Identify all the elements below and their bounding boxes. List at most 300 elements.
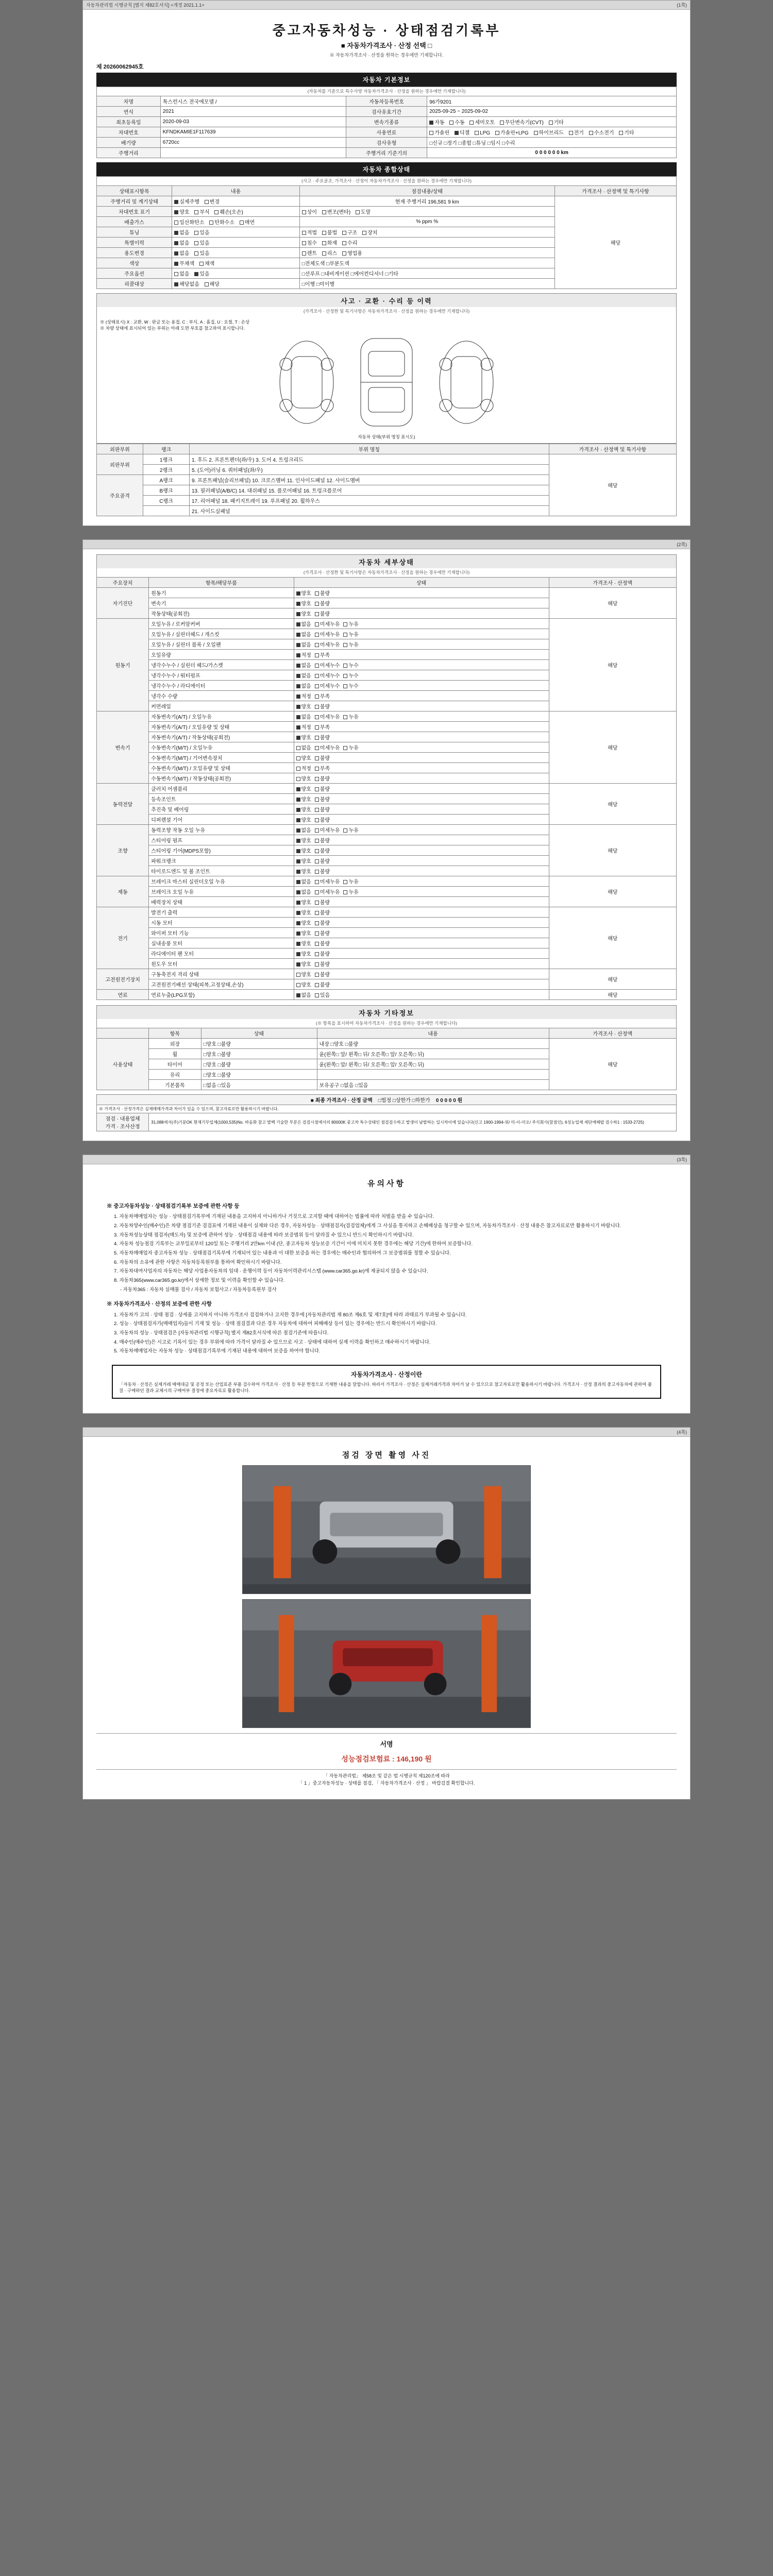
col-part: 항목/해당부품 — [149, 578, 294, 588]
tier-level: B랭크 — [143, 485, 190, 496]
option-manual[interactable]: 수동 — [449, 118, 464, 126]
inspector-body: 31,088세서(주)기문OK 현재기무업체(1000,535)No. 바음화 참고 발백 기술한 부분은 검검시점에서의 80000K 중고차 특수상태인 점검검수하고 발생이 남발하는 일시차이에 있습니다(신고 1900-1994-위/ 미-이-미오/ 주식회사(참점인), 6성능업체 세단에헤랍 검수하1 : 1533-2725) — [149, 1113, 677, 1131]
state-options — [294, 711, 549, 722]
col-content: 내용 — [172, 186, 300, 196]
state-options — [294, 660, 549, 670]
option-minor[interactable]: 미세누유 — [315, 877, 340, 885]
row-options — [172, 268, 300, 279]
table-row — [97, 619, 677, 629]
accident-tier-table — [96, 444, 677, 516]
option-ev[interactable]: 전기 — [569, 128, 584, 136]
state-options — [294, 918, 549, 928]
option-good[interactable]: 양호 — [296, 908, 311, 916]
option-special-none[interactable]: 없음 — [174, 239, 189, 246]
tier-level — [143, 506, 190, 516]
option-none[interactable]: 없음 — [296, 713, 311, 720]
option-tuning-legal[interactable]: 적법 — [302, 228, 317, 236]
option-bad[interactable]: 불량 — [315, 898, 330, 906]
group-engine: 원동기 — [97, 619, 149, 711]
option-none[interactable]: 없음 — [296, 640, 311, 648]
option-none[interactable]: 없음 — [296, 991, 311, 998]
option-lease[interactable]: 리스 — [322, 249, 337, 257]
overall-price-cell: 해당 — [554, 196, 676, 289]
option-tuning-illegal[interactable]: 불법 — [322, 228, 337, 236]
document-page-3 — [82, 1155, 691, 1414]
page-number-3: (3쪽) — [677, 1157, 687, 1162]
option-none[interactable]: 없음 — [296, 888, 311, 895]
option-none[interactable]: 없음 — [296, 826, 311, 834]
table-row — [97, 588, 677, 598]
notice-item: 2. 자동차양수인(매수인)은 차량 점검기준 검검표에 기재된 내용이 실제와 다른 경우, 자동차성능 · 상태점검자(검검업체)에게 그 사실을 통지하고 손해배상을 청구할 수 있으며, 자동차가격조사 · 산정 내용은 참고자료로만 활용하시기 바랍니다. — [114, 1223, 621, 1229]
option-leak[interactable]: 누유 — [343, 826, 358, 834]
option-none[interactable]: 없음 — [296, 671, 311, 679]
option-proper[interactable]: 적정 — [296, 723, 311, 731]
state-options — [294, 804, 549, 815]
option-bad[interactable]: 불량 — [315, 702, 330, 710]
emission-detail: % ppm % — [299, 217, 554, 227]
table-header-row — [97, 578, 677, 588]
row-options — [172, 238, 300, 248]
form-reference: 자동차관리법 시행규칙 [별지 제82호서식] <개정 2021.1.1> — [86, 3, 205, 8]
option-good[interactable]: 양호 — [296, 733, 311, 741]
option-good[interactable]: 양호 — [296, 939, 311, 947]
option-minor[interactable]: 미세누유 — [315, 630, 340, 638]
row-left: □양호 □불량 — [201, 1059, 317, 1070]
options-detail: □선루프 □내비게이션 □에어컨디셔너 □기타 — [299, 268, 554, 279]
car-side-right-diagram — [430, 333, 502, 431]
option-good[interactable]: 양호 — [296, 805, 311, 813]
option-minor[interactable]: 미세누유 — [315, 713, 340, 720]
group-brake: 제동 — [97, 876, 149, 907]
row-right: 내장 □양호 □불량 — [317, 1039, 549, 1049]
option-recall-na[interactable]: 해당없음 — [174, 280, 199, 287]
part-name: 냉각수누수 / 라디에이터 — [149, 681, 294, 691]
option-bad[interactable]: 불량 — [315, 939, 330, 947]
row-label-2: 주행거리 기준기의 — [346, 148, 427, 158]
option-rental[interactable]: 렌트 — [302, 249, 317, 257]
row-item: 색상 — [97, 258, 172, 268]
option-good[interactable]: 양호 — [296, 970, 311, 978]
state-options — [294, 650, 549, 660]
option-good[interactable]: 양호 — [296, 980, 311, 988]
option-none[interactable]: 없음 — [296, 743, 311, 751]
row-right: 보유공구 □없음 □있음 — [317, 1080, 549, 1090]
option-bad[interactable]: 불량 — [315, 970, 330, 978]
option-etc[interactable]: 기타 — [549, 118, 564, 126]
option-bad[interactable]: 불량 — [315, 816, 330, 823]
option-bad[interactable]: 불량 — [315, 857, 330, 865]
notice-item: 1. 자동차가 고의 · 상태 점검 · 상세품 고지하지 아니하 가격조사 검검하거나 고지한 경우에 [자동차관리법 제 80조 제6호 및 제7호]에 따라 과태료가 부과될 수 있습니다. — [114, 1312, 467, 1318]
section-overall-bar: 자동차 종합상태 — [96, 162, 677, 176]
option-minor[interactable]: 미세누유 — [315, 620, 340, 628]
notice-body — [96, 1202, 677, 1355]
table-row — [97, 1039, 677, 1049]
option-semiauto[interactable]: 세미오토 — [469, 118, 495, 126]
row-options — [172, 248, 300, 258]
row-value: 2021 — [160, 107, 346, 117]
fee-label: 성능점검보험료 : — [341, 1755, 395, 1764]
col-right: 내용 — [317, 1028, 549, 1039]
option-repair[interactable]: 수리 — [342, 239, 357, 246]
part-name: 수동변속기(M/T) / 작동상태(공회전) — [149, 773, 294, 784]
tier-level: 1랭크 — [143, 454, 190, 465]
notice-item: 2. 성능 · 상태점검자가(매매업자)들이 기재 및 성능 · 상태 점검결과 다른 경우 자동차에 대하여 피해배상 등이 있는 경우에는 반드시 확인하시기 바랍니다. — [114, 1321, 437, 1327]
footer-line-1: 「 자동차관리법」 제58조 및 같은 법 시행규칙 제120조에 따라 — [323, 1773, 450, 1779]
col-side — [97, 1028, 149, 1039]
part-name: 시동 모터 — [149, 918, 294, 928]
option-leak[interactable]: 누수 — [343, 682, 358, 689]
option-bad[interactable]: 불량 — [315, 599, 330, 607]
option-tuning-none[interactable]: 없음 — [174, 228, 189, 236]
option-vin-erased[interactable]: 도말 — [356, 208, 371, 215]
table-row — [97, 1113, 677, 1131]
option-hydrogen[interactable]: 수소전기 — [589, 128, 614, 136]
state-options — [294, 835, 549, 845]
option-good[interactable]: 양호 — [296, 702, 311, 710]
option-low[interactable]: 부족 — [315, 764, 330, 772]
row-label: 배기량 — [97, 138, 161, 148]
option-none[interactable]: 없음 — [296, 630, 311, 638]
row-item: 주행거리 및 계기상태 — [97, 196, 172, 207]
option-low[interactable]: 부족 — [315, 723, 330, 731]
option-none[interactable]: 없음 — [296, 661, 311, 669]
table-row — [97, 127, 677, 138]
option-bad[interactable]: 불량 — [315, 960, 330, 968]
option-none[interactable]: 없음 — [296, 877, 311, 885]
final-price-checkline[interactable]: □법정 □상한가 □하한가 — [378, 1098, 430, 1104]
tier-content: 1. 후드 2. 프론트펜더(좌/우) 3. 도어 4. 트렁크리드 — [190, 454, 549, 465]
row-item: 특별이력 — [97, 238, 172, 248]
inspector-label-2: 가격 · 조사산정 — [105, 1124, 140, 1130]
state-options — [294, 825, 549, 835]
option-bad[interactable]: 불량 — [315, 980, 330, 988]
row-value-2: 2025-09-25 ~ 2025-09-02 — [427, 107, 677, 117]
section-accident-bar: 사고 · 교환 · 수리 등 이력 — [96, 293, 677, 307]
state-options — [294, 928, 549, 938]
option-fire[interactable]: 화재 — [322, 239, 337, 246]
option-bad[interactable]: 불량 — [315, 733, 330, 741]
group-price: 해당 — [549, 990, 677, 1000]
group-electric: 전기 — [97, 907, 149, 969]
final-price-table — [96, 1094, 677, 1131]
signature-label: 서명 — [96, 1733, 677, 1751]
tier-content: 17. 리어패널 18. 패키지트레이 19. 루프패널 20. 휠하우스 — [190, 496, 549, 506]
option-good[interactable]: 양호 — [296, 609, 311, 617]
document-footer — [96, 1769, 677, 1790]
option-vin-altered[interactable]: 변조(변타) — [322, 208, 350, 215]
option-leak[interactable]: 누유 — [343, 713, 358, 720]
option-good[interactable]: 양호 — [296, 836, 311, 844]
option-leak[interactable]: 누유 — [343, 877, 358, 885]
table-row — [97, 138, 677, 148]
row-item: 리콜대상 — [97, 279, 172, 289]
option-smoke[interactable]: 매연 — [240, 218, 255, 226]
state-options — [294, 701, 549, 711]
page-3-topbar — [83, 1155, 690, 1164]
option-vin-corrosion[interactable]: 부식 — [194, 208, 209, 215]
option-bad[interactable]: 불량 — [315, 846, 330, 854]
option-good[interactable]: 양호 — [296, 846, 311, 854]
notice-item: 1. 자동차매매업자는 성능 · 상태점검기록부에 기재된 내용을 고지하지 아니하거나 거짓으로 고지할 때에 대하여는 법률에 따라 처벌을 받을 수 있습니다. — [114, 1214, 434, 1220]
section-other-note: (※ 항목을 표시하여 자동차가격조사 · 산정을 원하는 경우에만 기재합니다) — [96, 1019, 677, 1028]
option-minor[interactable]: 미세누수 — [315, 671, 340, 679]
part-name: 자동변속기(A/T) / 오일유량 및 상태 — [149, 722, 294, 732]
final-price-title: ■ 최종 가격조사 · 산정 금액 — [310, 1098, 373, 1104]
part-name: 수동변속기(M/T) / 오일유량 및 상태 — [149, 763, 294, 773]
option-none[interactable]: 없음 — [296, 620, 311, 628]
option-proper[interactable]: 적정 — [296, 764, 311, 772]
notice-group-2-title: ※ 자동차가격조사 · 산정의 보증에 관한 사항 — [107, 1301, 212, 1308]
option-leak[interactable]: 누유 — [343, 630, 358, 638]
group-powertrain: 동력전달 — [97, 784, 149, 825]
table-row — [97, 107, 677, 117]
state-options — [294, 794, 549, 804]
table-header-row — [97, 186, 677, 196]
state-options — [294, 959, 549, 969]
option-gasoline[interactable]: 가솔린 — [429, 128, 449, 136]
diagram-subnote: ※ 차량 상태에 표시되어 있는 부위는 아래 도면 부호를 참고하여 표시합니다. — [100, 326, 245, 331]
table-row — [97, 454, 677, 465]
row-item: 타이어 — [149, 1059, 201, 1070]
part-name: 실내송풍 모터 — [149, 938, 294, 948]
notice-item: - 자동차365 : 자동차 실매물 검사 / 자동차 보험사고 / 자동차등록원부 검사 — [120, 1286, 277, 1293]
photo-underside-front — [243, 1466, 530, 1594]
footer-line-2: 「 1 」중고자동차성능 · 상태를 점검, 「 자동차가격조사 · 산정 」 바랍검결 확인합니다. — [298, 1780, 475, 1786]
tier-content: 9. 프론트패널(슬리브패널) 10. 크로스멤버 11. 인사이드패널 12. 사이드멤버 — [190, 475, 549, 485]
row-label: 차명 — [97, 96, 161, 107]
row-label: 연식 — [97, 107, 161, 117]
tier-content: 21. 사이드실패널 — [190, 506, 549, 516]
option-tuning-yes[interactable]: 있음 — [194, 228, 209, 236]
option-good[interactable]: 양호 — [296, 950, 311, 957]
part-name: 구동축전지 격리 상태 — [149, 969, 294, 979]
part-name: 오일누유 / 로커암커버 — [149, 619, 294, 629]
tier-level: A랭크 — [143, 475, 190, 485]
option-good[interactable]: 양호 — [296, 754, 311, 761]
section-overall-note: (사고 · 주요골조, 가격조사 · 산정이 자동차가격조사 · 산정을 원하는 경우에만 기재합니다) — [96, 176, 677, 185]
box-body: 「자동차 · 산정은 실제거래 매매대금 및 공정 또는 산업표준 부품 검수하여 가격조사 · 산정 등 부문 한정으로 기재한 내용을 말합니다. 따라서 가격조사 · 산정은 실제거래가격과 차이가 날 수 있으므로 참고자료로만 활용하시기 바랍니다. 가격조사 · 산정 결과의 중고자동차에 관하여 품질 · 구매하던 결과 교체시의 구매여부 결정에 중요자료로 활용합니다. — [119, 1382, 652, 1394]
option-minor[interactable]: 미세누수 — [315, 682, 340, 689]
state-options — [294, 876, 549, 887]
state-options — [294, 732, 549, 742]
option-bad[interactable]: 불량 — [315, 929, 330, 937]
option-proper[interactable]: 적정 — [296, 692, 311, 700]
option-good[interactable]: 양호 — [296, 867, 311, 875]
option-good[interactable]: 양호 — [296, 599, 311, 607]
row-item: 용도변경 — [97, 248, 172, 258]
row-item: 주요옵션 — [97, 268, 172, 279]
option-leak[interactable]: 누수 — [343, 671, 358, 679]
document-page-1 — [82, 0, 691, 526]
option-flood[interactable]: 침수 — [302, 239, 317, 246]
option-good[interactable]: 양호 — [296, 898, 311, 906]
row-item: 기본품목 — [149, 1080, 201, 1090]
notice-item: 4. 자동차 성능점검 기록부는 교부일로부터 120일 또는 주행거리 2만km 이내 (단, 중고자동차 성능보증 기간이 이에 미치지 못한 경우에는 해당 기간)에 한하여 보증합니다. — [114, 1241, 473, 1247]
option-commercial[interactable]: 영업용 — [342, 249, 362, 257]
option-vin-diff[interactable]: 상이 — [302, 208, 317, 215]
page-subtitle: ■ 자동차가격조사 · 산정 선택 □ — [341, 42, 432, 49]
option-good[interactable]: 양호 — [296, 857, 311, 865]
state-options — [294, 784, 549, 794]
option-low[interactable]: 부족 — [315, 692, 330, 700]
option-bad[interactable]: 불량 — [315, 785, 330, 792]
option-bad[interactable]: 불량 — [315, 589, 330, 597]
option-leak[interactable]: 누수 — [343, 661, 358, 669]
option-lpg[interactable]: LPG — [475, 130, 490, 136]
table-row — [97, 711, 677, 722]
table-row — [97, 907, 677, 918]
option-bad[interactable]: 불량 — [315, 795, 330, 803]
option-good[interactable]: 양호 — [296, 589, 311, 597]
col-item: 항목 — [149, 1028, 201, 1039]
state-options — [294, 598, 549, 608]
option-changed-mileage[interactable]: 변경 — [205, 197, 220, 205]
group-self-diagnosis: 자기진단 — [97, 588, 149, 619]
option-good[interactable]: 양호 — [296, 816, 311, 823]
option-bad[interactable]: 불량 — [315, 919, 330, 926]
table-header-row — [97, 444, 677, 454]
option-proper[interactable]: 적정 — [296, 651, 311, 658]
option-special-yes[interactable]: 있음 — [194, 239, 209, 246]
option-bad[interactable]: 불량 — [315, 836, 330, 844]
state-options — [294, 887, 549, 897]
row-value: KFNDKAMIE1F117639 — [160, 127, 346, 138]
state-options — [294, 948, 549, 959]
option-vin-damage[interactable]: 훼손(오손) — [214, 208, 243, 215]
option-minor[interactable]: 미세누유 — [315, 640, 340, 648]
row-value-2: 96가9201 — [427, 96, 677, 107]
option-bad[interactable]: 불량 — [315, 908, 330, 916]
option-minor[interactable]: 미세누유 — [315, 888, 340, 895]
option-good[interactable]: 양호 — [296, 960, 311, 968]
option-vin-good[interactable]: 양호 — [174, 208, 189, 215]
part-name: 작동상태(공회전) — [149, 608, 294, 619]
option-good[interactable]: 양호 — [296, 774, 311, 782]
special-detail — [299, 238, 554, 248]
option-tuning-structure[interactable]: 구조 — [342, 228, 357, 236]
option-bad[interactable]: 불량 — [315, 754, 330, 761]
option-minor[interactable]: 미세누유 — [315, 743, 340, 751]
col-price: 가격조사 · 산정액 및 특기사항 — [554, 186, 676, 196]
col-state: 상태 — [294, 578, 549, 588]
option-auto[interactable]: 자동 — [429, 118, 444, 126]
photos-title: 점검 장면 촬영 사진 — [342, 1451, 431, 1460]
col-price: 가격조사 · 산정액 — [549, 578, 677, 588]
row-value-2: □신규 □정기 □종합 □튜닝 □임시 □수리 — [427, 138, 677, 148]
option-none[interactable]: 없음 — [296, 682, 311, 689]
option-good[interactable]: 양호 — [296, 785, 311, 792]
option-leak[interactable]: 누유 — [343, 743, 358, 751]
part-name: 스티어링 펌프 — [149, 835, 294, 845]
basic-info-table — [96, 96, 677, 158]
col-left: 상태 — [201, 1028, 317, 1039]
accident-price-cell: 해당 — [549, 454, 677, 516]
state-options — [294, 856, 549, 866]
row-label-2: 변속기종류 — [346, 117, 427, 127]
group-price: 해당 — [549, 907, 677, 969]
option-hybrid[interactable]: 하이브리드 — [534, 128, 564, 136]
option-cvt[interactable]: 무단변속기(CVT) — [500, 118, 544, 126]
page-1-topbar — [83, 1, 690, 10]
option-yes[interactable]: 있음 — [315, 991, 330, 998]
col-item: 상태표시항목 — [97, 186, 172, 196]
part-name: 타이로드엔드 및 볼 조인트 — [149, 866, 294, 876]
notice-item: 4. 매수인(매수인)은 시고로 기록이 있는 경우 부위에 따라 가격이 달라질 수 있으므로 사고 · 상태에 대하여 실제 이력을 확인하고 매수하시기 바랍니다. — [114, 1339, 431, 1345]
accident-diagram-panel — [96, 316, 677, 444]
group-high-voltage: 고전원전기장치 — [97, 969, 149, 990]
option-leak[interactable]: 누유 — [343, 888, 358, 895]
state-options — [294, 897, 549, 907]
part-name: 브레이크 오일 누유 — [149, 887, 294, 897]
option-low[interactable]: 부족 — [315, 651, 330, 658]
row-options — [172, 279, 300, 289]
option-fuel-etc[interactable]: 기타 — [619, 128, 634, 136]
option-bad[interactable]: 불량 — [315, 805, 330, 813]
option-bad[interactable]: 불량 — [315, 950, 330, 957]
state-options — [294, 845, 549, 856]
option-color-chroma[interactable]: 채색 — [199, 259, 214, 267]
table-row — [97, 990, 677, 1000]
price-survey-definition-box — [112, 1365, 661, 1399]
option-actual-mileage[interactable]: 실제주행 — [174, 197, 199, 205]
option-usage-yes[interactable]: 있음 — [194, 249, 209, 257]
tier-frame: 주요골격 — [97, 475, 143, 516]
row-label: 차대번호 — [97, 127, 161, 138]
option-hc[interactable]: 탄화수소 — [209, 218, 234, 226]
state-options — [294, 763, 549, 773]
option-bad[interactable]: 불량 — [315, 867, 330, 875]
table-row — [97, 1105, 677, 1113]
option-leak[interactable]: 누유 — [343, 620, 358, 628]
option-options-none[interactable]: 없음 — [174, 269, 189, 277]
option-bad[interactable]: 불량 — [315, 609, 330, 617]
option-diesel[interactable]: 디젤 — [455, 128, 469, 136]
notice-item: 5. 자동차매매업자는 자동차 성능 · 상태점검기록부에 기재된 내용에 대하여 보증을 하여야 합니다. — [114, 1348, 321, 1354]
option-good[interactable]: 양호 — [296, 795, 311, 803]
option-minor[interactable]: 미세누유 — [315, 826, 340, 834]
state-options — [294, 691, 549, 701]
part-name: 라디에이터 팬 모터 — [149, 948, 294, 959]
option-color-mono[interactable]: 무채색 — [174, 259, 194, 267]
state-options — [294, 866, 549, 876]
group-price: 해당 — [549, 619, 677, 711]
part-name: 냉각수누수 / 실린더 헤드/가스켓 — [149, 660, 294, 670]
state-options — [294, 907, 549, 918]
option-gas-lpg[interactable]: 가솔린+LPG — [495, 128, 529, 136]
option-options-yes[interactable]: 있음 — [194, 269, 209, 277]
group-price: 해당 — [549, 784, 677, 825]
option-tuning-device[interactable]: 장치 — [362, 228, 377, 236]
option-minor[interactable]: 미세누수 — [315, 661, 340, 669]
notice-item: 6. 자동차의 소유에 관한 사항은 자동차등록원부를 통하여 확인하시기 바랍니다. — [114, 1259, 282, 1265]
inspection-photo-top — [242, 1465, 531, 1594]
row-item: 차대번호 표기 — [97, 207, 172, 217]
option-leak[interactable]: 누유 — [343, 640, 358, 648]
option-bad[interactable]: 불량 — [315, 774, 330, 782]
section-accident-note: (가격조사 · 산정한 및 특기사항은 자동차가격조사 · 산정을 원하는 경우에만 기재합니다) — [96, 307, 677, 316]
option-recall-yes[interactable]: 해당 — [205, 280, 220, 287]
detail-state-table — [96, 577, 677, 1000]
option-good[interactable]: 양호 — [296, 929, 311, 937]
row-right: 윤(왼쪽□ 앞/ 왼쪽□ 뒤/ 오른쪽□ 앞/ 오른쪽□ 뒤) — [317, 1049, 549, 1059]
part-name: 스티어링 기어(MDPS포함) — [149, 845, 294, 856]
part-name: 커먼레일 — [149, 701, 294, 711]
option-good[interactable]: 양호 — [296, 919, 311, 926]
part-name: 자동변속기(A/T) / 작동상태(공회전) — [149, 732, 294, 742]
car-top-diagram — [348, 333, 425, 431]
option-usage-none[interactable]: 없음 — [174, 249, 189, 257]
option-co[interactable]: 일산화탄소 — [174, 218, 204, 226]
